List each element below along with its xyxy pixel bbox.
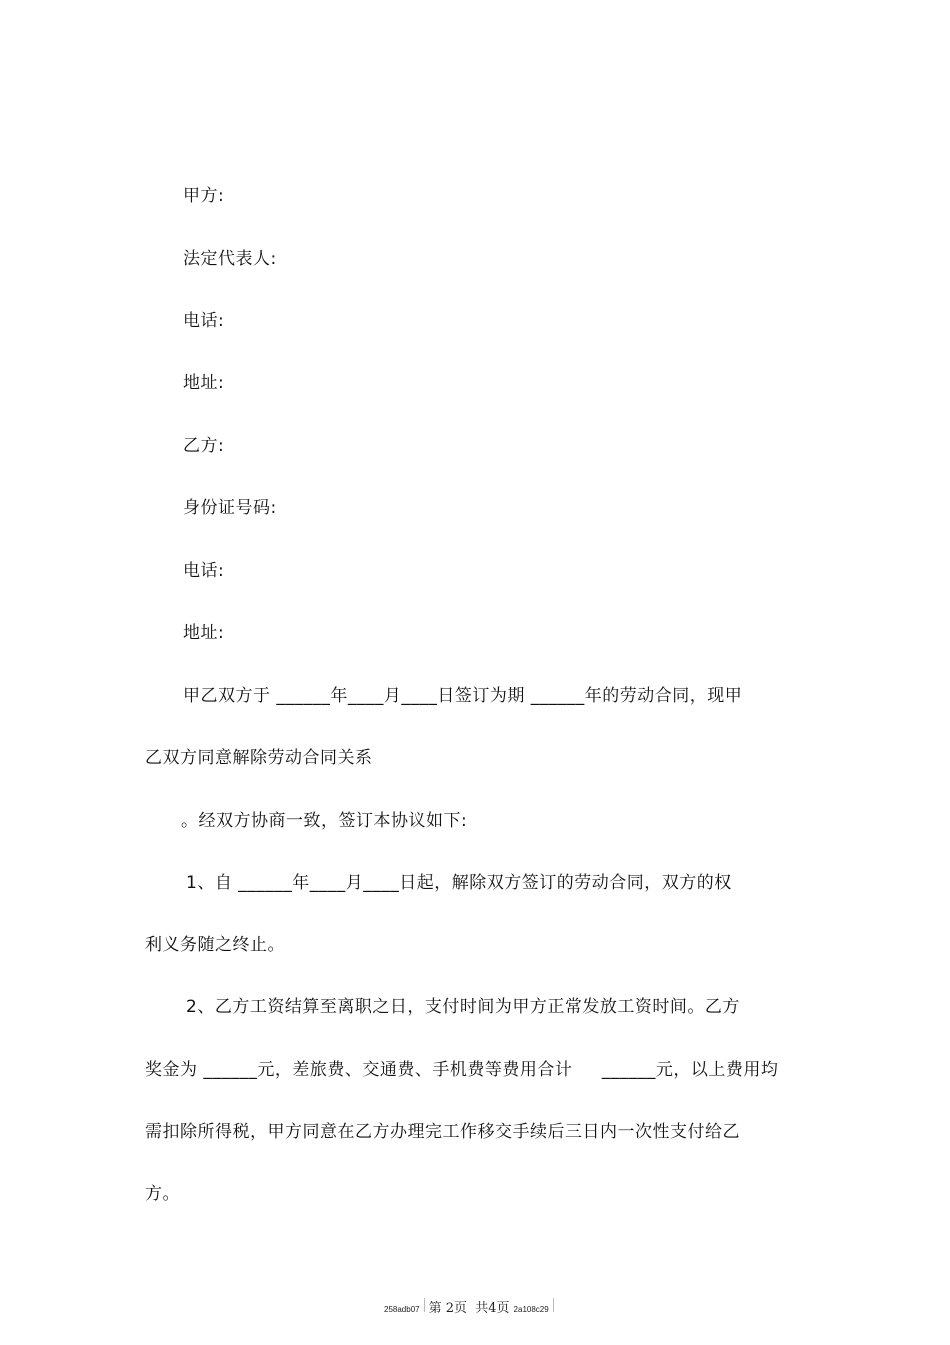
party-b-phone-label: 电话: (183, 561, 225, 581)
intro-paragraph-line-1: 甲乙双方于 ______年____月____日签订为期 ______年的劳动合同，现甲 (183, 686, 743, 706)
clause-2-line-3: 需扣除所得税，甲方同意在乙方办理完工作移交手续后三日内一次性支付给乙 (145, 1122, 740, 1142)
intro-paragraph-line-3: 。经双方协商一致，签订本协议如下: (181, 811, 468, 831)
legal-representative-label: 法定代表人: (183, 249, 277, 269)
footer-divider-right (553, 1298, 554, 1312)
clause-1-line-1: 1、自 ______年____月____日起，解除双方签订的劳动合同，双方的权 (186, 873, 732, 893)
page-number: 第 2页 共4页 (428, 1301, 510, 1316)
party-a-address-label: 地址: (183, 373, 225, 393)
footer-divider (424, 1298, 425, 1312)
party-b-address-label: 地址: (183, 623, 225, 643)
party-a-label: 甲方: (183, 186, 225, 206)
intro-paragraph-line-2: 乙双方同意解除劳动合同关系 (145, 748, 373, 768)
party-a-phone-label: 电话: (183, 311, 225, 331)
clause-1-line-2: 利义务随之终止。 (145, 935, 285, 955)
footer-code-right: 2a108c29 (513, 1305, 549, 1314)
page-footer (384, 1297, 558, 1316)
footer-code-left: 258adb07 (384, 1305, 420, 1314)
party-b-label: 乙方: (183, 436, 225, 456)
clause-2-line-4: 方。 (145, 1184, 180, 1204)
id-number-label: 身份证号码: (183, 498, 277, 518)
clause-2-line-1: 2、乙方工资结算至离职之日，支付时间为甲方正常发放工资时间。乙方 (186, 997, 740, 1017)
clause-2-line-2: 奖金为 ______元，差旅费、交通费、手机费等费用合计 ______元，以上费用均 (145, 1060, 779, 1080)
